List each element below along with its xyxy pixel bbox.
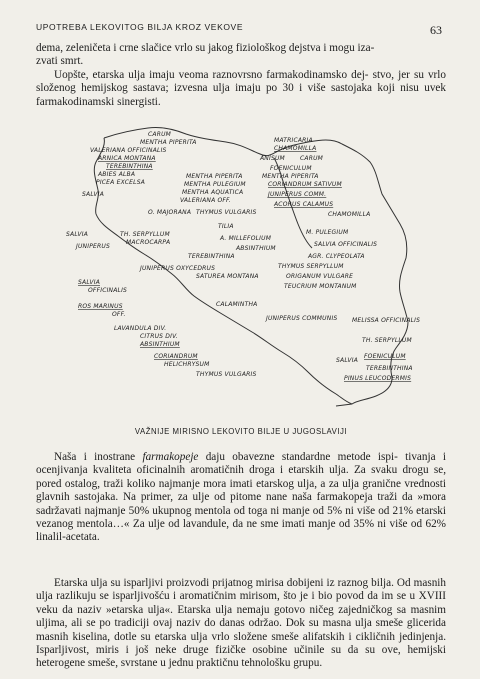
map-label: MENTHA PULEGIUM [184, 181, 246, 188]
map-label: CHAMOMILLA [274, 145, 317, 152]
map-label: SALVIA [66, 231, 88, 238]
map-label: MENTHA PIPERITA [140, 139, 197, 146]
map-label: CARUM [148, 131, 172, 138]
map-label: ABIES ALBA [98, 171, 136, 178]
map-label: MELISSA OFFICINALIS [352, 317, 421, 324]
map-label: ACORUS CALAMUS [274, 201, 334, 208]
map-label: PINUS LEUCODERMIS [344, 375, 412, 382]
map-label: VALERIANA OFFICINALIS [90, 147, 167, 154]
map-label: THYMUS VULGARIS [196, 371, 257, 378]
map-label: SALVIA [336, 357, 358, 364]
map-label: HELICHRYSUM [164, 361, 210, 368]
map-label: ANISUM [260, 155, 285, 162]
map-label: TEUCRIUM MONTANUM [284, 283, 357, 290]
map-label: FOENICULUM [270, 165, 312, 172]
map-label: CORIANDRUM [154, 353, 198, 360]
map-label: THYMUS SERPYLLUM [278, 263, 344, 270]
map-label: CITRUS DIV. [140, 333, 178, 340]
map-label: SALVIA OFFICINALIS [314, 241, 378, 248]
map-label: TEREBINTHINA [106, 163, 153, 170]
map-label: FOENICULUM [364, 353, 406, 360]
map-label: AGR. CLYPEOLATA [308, 253, 365, 260]
map-label: THYMUS VULGARIS [196, 209, 257, 216]
body1-text-start: Naša i inostrane [54, 451, 143, 463]
map-label: MACROCARPA [126, 239, 171, 246]
map-label: TH. SERPYLLUM [362, 337, 412, 344]
map-label: ABSINTHIUM [236, 245, 276, 252]
map-label: LAVANDULA DIV. [114, 325, 167, 332]
intro-line-1: dema, zeleničeta i crne slačice vrlo su jakog fiziološkog dejstva i mogu iza- [36, 42, 375, 54]
map-label: SALVIA [78, 279, 100, 286]
map-caption: VAŽNIJE MIRISNO LEKOVITO BILJE U JUGOSLAVIJI [134, 427, 348, 436]
map-label: ARNICA MONTANA [98, 155, 156, 162]
map-label: CHAMOMILLA [328, 211, 371, 218]
intro-paragraph-2: Uopšte, etarska ulja imaju veoma raznovrsno farmakodinamsko dej- stvo, jer su vrlo složenog hemijskog sastava; izvesna ulja imaju po 30 i više sastojaka koji nisu uvek farmakodinamski sinergisti. [36, 68, 446, 108]
map-label: ROS MARINUS [78, 303, 123, 310]
map-label: M. PULEGIUM [306, 229, 349, 236]
body1-text-rest: daju obavezne standardne metode ispi- tivanja i ocenjivanja kvaliteta oficinalnih aromatičnih droga i etarskih ulja. Za svaku drogu se, pored ostalog, traži koliko najmanje mora imati etarskog ulja, a za ulja granične vrednosti glavnih sastojaka. Na primer, za ulje od pitome nane naša farmakopeja traži da »mora sadržavati najmanje 50% ukupnog mentola od toga ni manje od 5% ni više od 21% etarski vezanog mentola…« Za ulje od lavandule, da ne sme imati manje od 35% ni više od 62% linalil-acetata. [36, 451, 447, 544]
body2-text: Etarska ulja su isparljivi proizvodi prijatnog mirisa dobijeni iz raznog bilja. Od masnih ulja razlikuju se isparljivošću i aromatičnim mirisom, što je i bio povod da im se u XVIII veku da naziv »etarska ulja«. Etarska ulja nemaju gotovo ničeg zajedničkog sa masnim uljima, ali se po tradiciji ovaj naziv do danas održao. Dok su masna ulja smeše glicerida masnih kiselina, dotle su etarska ulja vrlo složene smeše alifatskih i cikličnih jedinjenja. Isparljivost, miris i još neke druge fizičke osobine učinile su da su ove, hemijski heterogene smeše, svrstane u jednu praktičnu tehnološku grupu. [36, 577, 446, 670]
map-label: TEREBINTHINA [366, 365, 413, 372]
map-label: CORIANDRUM SATIVUM [268, 181, 342, 188]
map-label: OFFICINALIS [88, 287, 128, 294]
map-label: MENTHA PIPERITA [262, 173, 319, 180]
map-label: JUNIPERUS [76, 243, 110, 250]
map-label: TH. SERPYLLUM [120, 231, 170, 238]
map-label: CARUM [300, 155, 324, 162]
map-label: ORIGANUM VULGARE [286, 273, 354, 280]
map-label: JUNIPERUS COMM. [268, 191, 327, 198]
farmakopeje-emphasis: farmakopeje [142, 451, 199, 463]
map-label: ABSINTHIUM [140, 341, 180, 348]
map-label: TEREBINTHINA [188, 253, 235, 260]
yugoslavia-herb-map [36, 124, 446, 424]
page-number: 63 [430, 23, 442, 37]
map-labels [66, 131, 420, 382]
map-label: TILIA [218, 223, 234, 230]
body-paragraph-1 [36, 451, 446, 545]
map-label: PICEA EXCELSA [96, 179, 146, 186]
map-label: OFF. [112, 311, 126, 318]
intro-paragraph [36, 42, 446, 109]
running-title: UPOTREBA LEKOVITOG BILJA KROZ VEKOVE [36, 22, 244, 32]
map-label: JUNIPERUS OXYCEDRUS [140, 265, 216, 272]
map-label: VALERIANA OFF. [180, 197, 232, 204]
map-label: O. MAJORANA [148, 209, 192, 216]
map-label: JUNIPERUS COMMUNIS [266, 315, 338, 322]
body-paragraph-2 [36, 577, 446, 671]
map-label: MENTHA AQUATICA [182, 189, 244, 196]
map-label: SATUREA MONTANA [196, 273, 259, 280]
map-label: A. MILLEFOLIUM [220, 235, 272, 242]
map-label: MATRICARIA [274, 137, 313, 144]
map-label: SALVIA [82, 191, 104, 198]
map-label: MENTHA PIPERITA [186, 173, 243, 180]
map-label: CALAMINTHA [216, 301, 258, 308]
intro-line-2: zvati smrt. [36, 55, 84, 68]
